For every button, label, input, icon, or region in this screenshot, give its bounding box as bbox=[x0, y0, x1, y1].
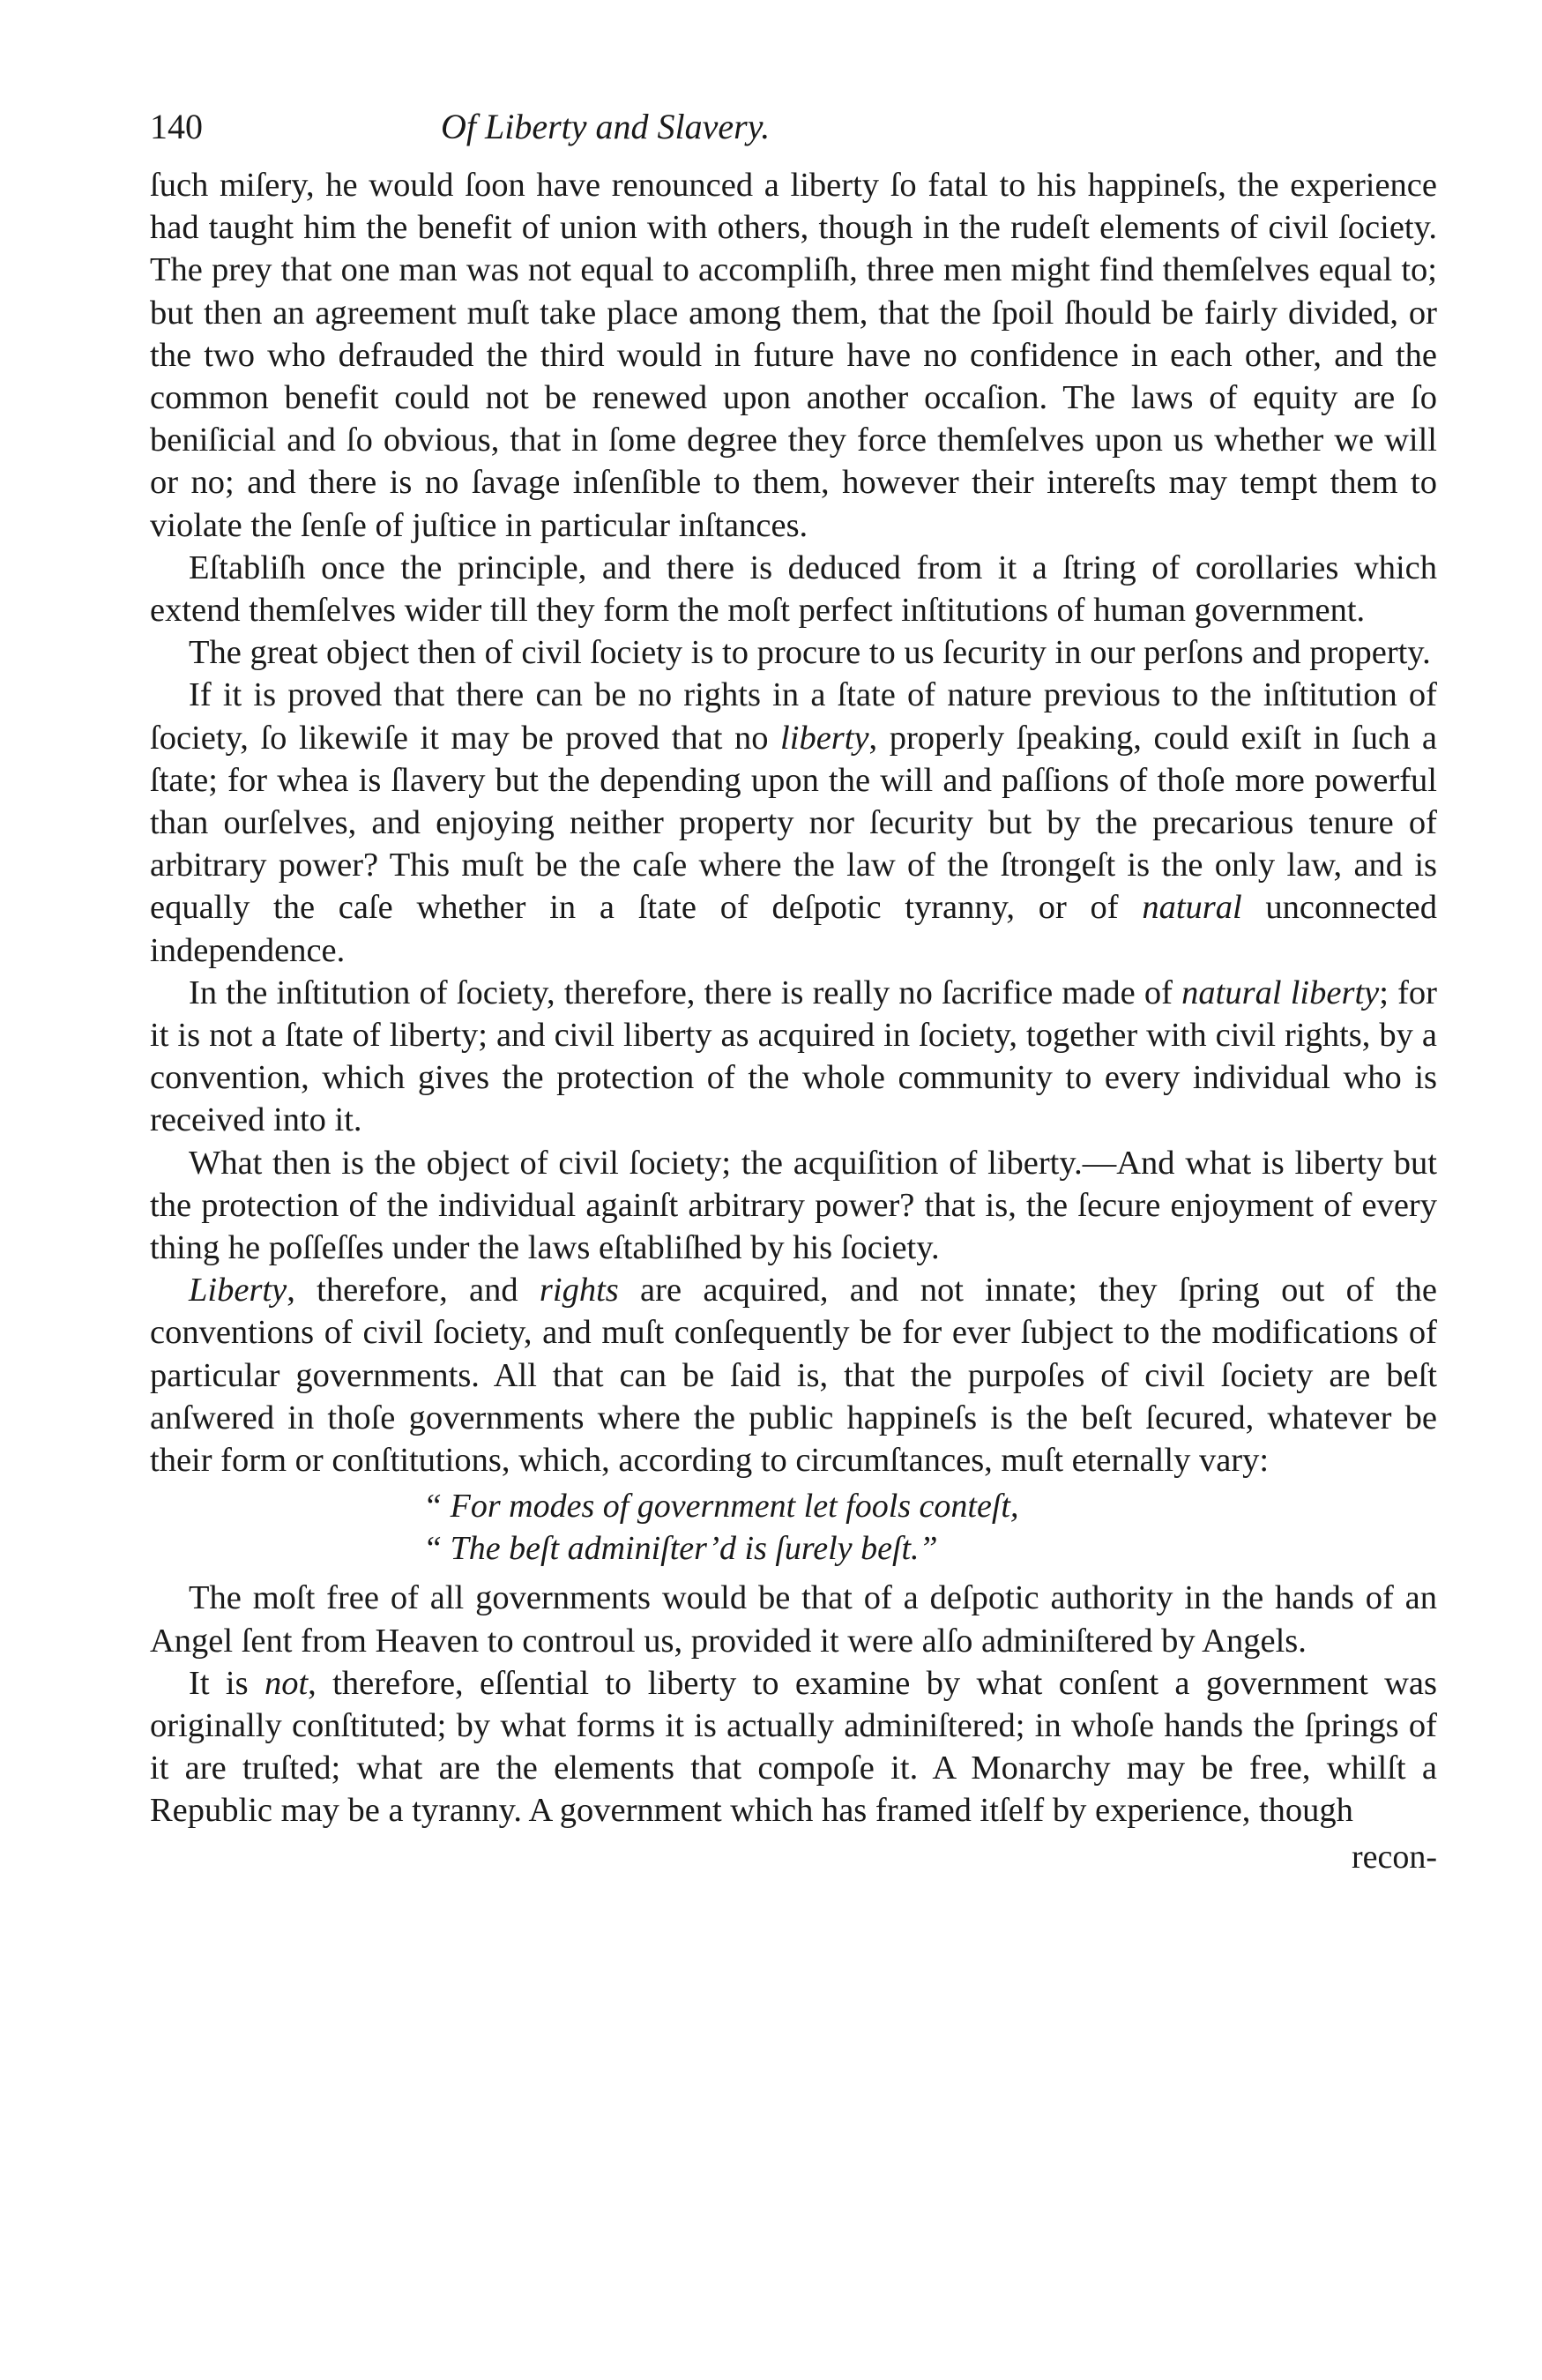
text-run: It is bbox=[189, 1664, 264, 1702]
text-run: The moſt free of all governments would be that of a deſpotic authority in the hands of an Angel ſent from Heaven to controul us, provided it were alſo adminiſtered by Angels. bbox=[150, 1579, 1437, 1660]
italic-text: Liberty bbox=[189, 1272, 287, 1309]
text-run: Eſtabliſh once the principle, and there is deduced from it a ſtring of corollaries which extend themſelves wider till they form the moſt perfect inſtitutions of human government. bbox=[150, 548, 1437, 630]
italic-text: natural bbox=[1142, 889, 1242, 927]
text-run: The great object then of civil ſociety is to procure to us ſecurity in our perſons and property. bbox=[189, 634, 1431, 672]
text-run: , therefore, eſſential to liberty to examine by what conſent a government was originally conſtituted; by what forms it is actually adminiſtered; in whoſe hands the ſprings of it are truſted; what are the elements that compoſe it. A Monarchy may be free, whilſt a Republic may be a tyranny. A government which has framed itſelf by experience, though bbox=[150, 1664, 1437, 1830]
running-head bbox=[150, 106, 1437, 159]
body-text-continued bbox=[150, 1577, 1437, 1832]
text-run: If it is proved that there can be no rights in a ſtate of nature previous to the inſtitution of ſociety, ſo likewiſe it may be proved that no bbox=[150, 676, 1437, 757]
paragraph bbox=[150, 972, 1437, 1142]
text-run: What then is the object of civil ſociety; the acquiſition of liberty.—And what is liberty but the protection of the individual againſt arbitrary power? that is, the ſecure enjoyment of every thing he poſſeſſes under the laws eſtabliſhed by his ſociety. bbox=[150, 1144, 1437, 1267]
paragraph bbox=[150, 1577, 1437, 1661]
paragraph bbox=[150, 631, 1437, 674]
text-run: ; for it is not a ſtate of liberty; and civil liberty as acquired in ſociety, together with civil rights, by a convention, which gives the protection of the whole community to every individual who is received into it. bbox=[150, 974, 1438, 1139]
text-run: unconnected independence. bbox=[150, 889, 1437, 969]
running-title: Of Liberty and Slavery. bbox=[441, 107, 771, 146]
paragraph bbox=[150, 1269, 1437, 1481]
verse-line-1: “ For modes of government let fools conteſt, bbox=[423, 1488, 1019, 1526]
text-run: ſuch miſery, he would ſoon have renounced a liberty ſo fatal to his happineſs, the experience had taught him the benefit of union with others, though in the rudeſt elements of civil ſociety. The prey that one man was not equal to accompliſh, three men might find themſelves equal to; but then an agreement muſt take place among them, that the ſpoil ſhould be fairly divided, or the two who defrauded the third would in future have no confidence in each other, and the common benefit could not be renewed upon another occaſion. The laws of equity are ſo beniſicial and ſo obvious, that in ſome degree they force themſelves upon us whether we will or no; and there is no ſavage inſenſible to them, however their intereſts may tempt them to violate the ſenſe of juſtice in particular inſtances. bbox=[150, 167, 1437, 544]
italic-text: natural liberty bbox=[1181, 974, 1380, 1011]
italic-text: liberty bbox=[780, 719, 869, 757]
catchword: recon- bbox=[1351, 1838, 1437, 1876]
verse-line-2: “ The beſt adminiſter’d is ſurely beſt.” bbox=[423, 1530, 938, 1568]
verse-quotation bbox=[150, 1485, 1437, 1570]
text-run: , therefore, and bbox=[287, 1272, 540, 1309]
paragraph bbox=[150, 1662, 1437, 1832]
text-run: , properly ſpeaking, could exiſt in ſuch a ſtate; for whea is ſlavery but the depending upon the will and paſſions of thoſe more powerful than ourſelves, and enjoying neither property nor ſecurity but by the precarious tenure of arbitrary power? This muſt be the caſe where the law of the ſtrongeſt is the only law, and is equally the caſe whether in a ſtate of deſpotic tyranny, or of bbox=[150, 719, 1437, 927]
italic-text: rights bbox=[539, 1272, 619, 1309]
paragraph bbox=[150, 1142, 1437, 1270]
book-page bbox=[150, 106, 1437, 1878]
body-text bbox=[150, 164, 1437, 1481]
italic-text: not bbox=[264, 1664, 309, 1702]
paragraph bbox=[150, 164, 1437, 547]
text-run: are acquired, and not innate; they ſpring out of the conventions of civil ſociety, and muſt conſequently be for ever ſubject to the modifications of particular governments. All that can be ſaid is, that the purpoſes of civil ſociety are beſt anſwered in thoſe governments where the public happineſs is the beſt ſecured, whatever be their form or conſtitutions, which, according to circumſtances, muſt eternally vary: bbox=[150, 1272, 1437, 1480]
page-number: 140 bbox=[150, 107, 203, 146]
text-run: In the inſtitution of ſociety, therefore, there is really no ſacrifice made of bbox=[189, 974, 1182, 1011]
paragraph bbox=[150, 674, 1437, 971]
paragraph bbox=[150, 547, 1437, 631]
